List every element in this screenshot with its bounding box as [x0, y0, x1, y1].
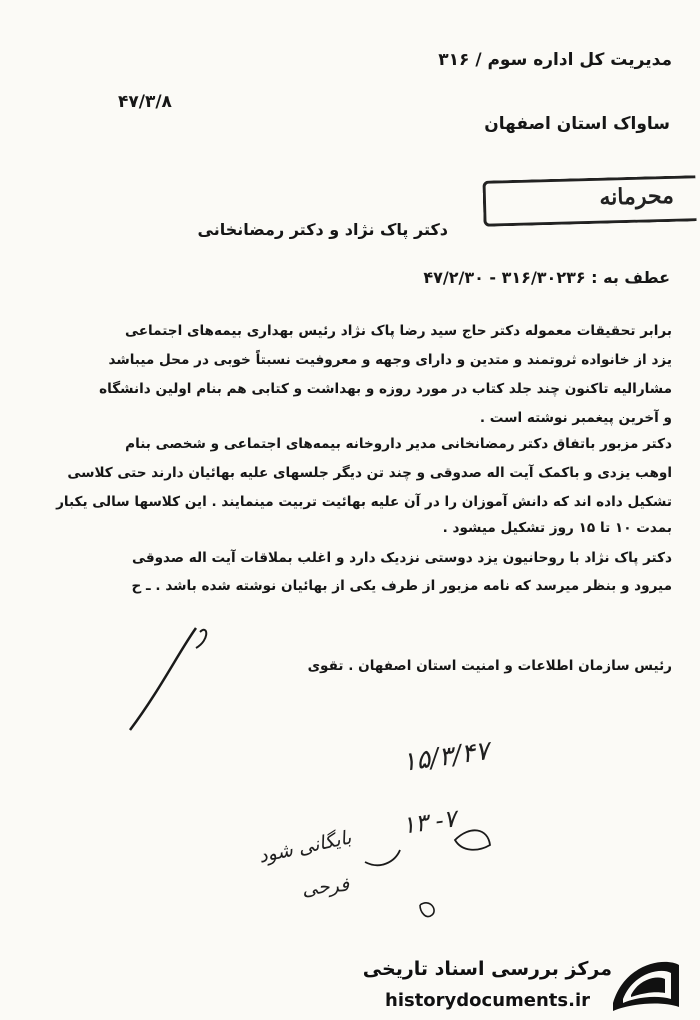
body-line-1: برابر تحقیقات معموله دکتر حاج سید رضا پاک نژاد رئیس بهداری بیمه‌های اجتماعی — [124, 323, 672, 339]
body-line-9: دکتر پاک نژاد با روحانیون یزد دوستی نزدیک دارد و اغلب بملاقات آیت اله صدوقی — [131, 550, 672, 566]
signature-line: رئیس سازمان اطلاعات و امنیت استان اصفهان . تقوی — [307, 658, 672, 674]
subject-line: دکتر پاک نژاد و دکتر رمضانخانی — [197, 220, 448, 239]
watermark-title: مرکز بررسی اسناد تاریخی — [362, 958, 612, 980]
body-line-6: اوهب یزدی و باکمک آیت اله صدوقی و چند تن دیگر جلسهای علیه بهائیان دارند حتی کلاسی — [67, 465, 672, 481]
body-line-5: دکتر مزبور باتفاق دکتر رمضانخانی مدیر داروخانه بیمه‌های اجتماعی و شخصی بنام — [125, 436, 672, 452]
reference-line: عطف به : ۳۱۶/۳۰۲۳۶ - ۴۷/۲/۳۰ — [423, 268, 670, 287]
stamp-text: محرمانه — [599, 182, 675, 211]
body-line-10: میرود و بنظر میرسد که نامه مزبور از طرف یکی از بهائیان نوشته شده باشد . ـ ح — [131, 578, 672, 594]
body-line-4: و آخرین پیغمبر نوشته است . — [479, 410, 672, 426]
handwritten-archive-note: بایگانی شود — [256, 826, 354, 868]
office-header: مدیریت کل اداره سوم / ۳۱۶ — [438, 50, 672, 70]
body-line-2: یزد از خانواده ثروتمند و متدین و دارای وجهه و معروفیت نسبتاً خوبی در محل میباشد — [108, 352, 672, 368]
body-line-3: مشارالیه تاکنون چند جلد کتاب در مورد روزه و بهداشت و کتابی هم بنام اولین دانشگاه — [99, 381, 672, 397]
archive-logo-icon — [605, 953, 685, 1015]
handwritten-number: ۱۳ -۷ — [400, 804, 459, 840]
handwritten-name: فرحی — [300, 873, 351, 901]
body-line-8: بمدت ۱۰ تا ۱۵ روز تشکیل میشود . — [442, 520, 672, 536]
body-line-7: تشکیل داده اند که دانش آموزان را در آن علیه بهائیت تربیت مینمایند . این کلاسها سالی یکبار — [56, 494, 672, 510]
watermark-url[interactable]: historydocuments.ir — [385, 990, 590, 1011]
document-date: ۴۷/۳/۸ — [118, 92, 172, 112]
handwritten-date: ۱۵/۳/۴۷ — [400, 736, 492, 778]
recipient: ساواک استان اصفهان — [484, 114, 670, 134]
